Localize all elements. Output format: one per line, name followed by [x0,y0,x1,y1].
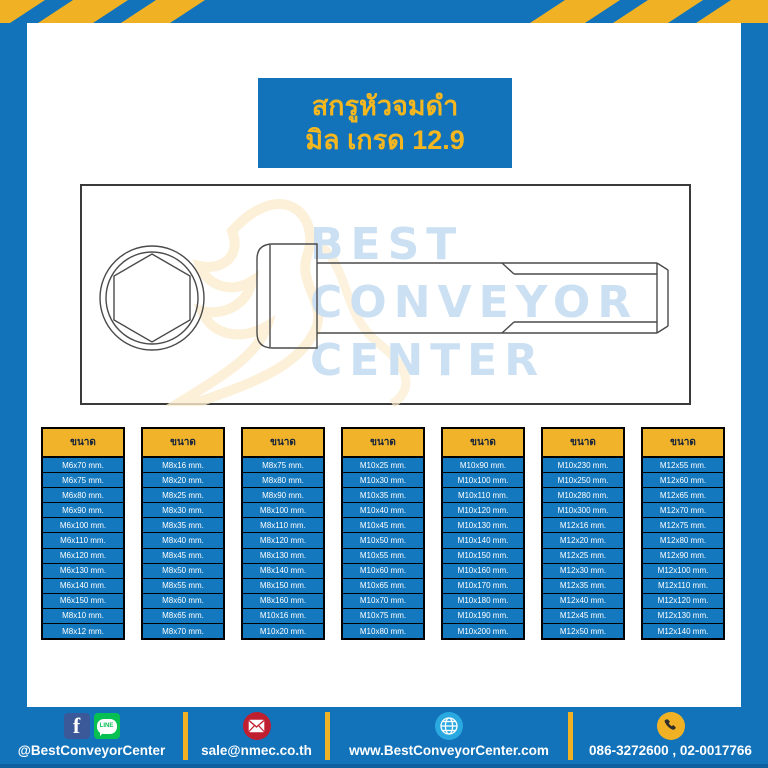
size-row: M12x75 mm. [643,518,723,533]
phone-icon [657,712,685,740]
size-row: M8x80 mm. [243,473,323,488]
size-row: M8x35 mm. [143,518,223,533]
size-row: M12x130 mm. [643,609,723,624]
caution-stripes-icon [0,0,768,23]
size-row: M10x160 mm. [443,564,523,579]
size-table-5 [441,427,525,640]
size-row: M10x30 mm. [343,473,423,488]
size-row: M10x300 mm. [543,503,623,518]
size-table-header: ขนาด [343,429,423,458]
social-handle[interactable]: @BestConveyorCenter [17,743,166,758]
caution-stripe-bar [0,0,768,23]
size-row: M10x170 mm. [443,579,523,594]
size-row: M8x10 mm. [43,609,123,624]
size-row: M8x75 mm. [243,458,323,473]
size-table-3 [241,427,325,640]
footer-website-section [330,707,568,764]
size-table-1 [41,427,125,640]
screw-technical-drawing [80,184,691,405]
size-row: M10x140 mm. [443,533,523,548]
size-row: M10x65 mm. [343,579,423,594]
size-row: M12x30 mm. [543,564,623,579]
size-row: M12x100 mm. [643,564,723,579]
size-row: M8x25 mm. [143,488,223,503]
size-row: M8x20 mm. [143,473,223,488]
size-row: M10x200 mm. [443,624,523,638]
footer-social-section [0,707,183,764]
size-row: M6x70 mm. [43,458,123,473]
size-row: M10x230 mm. [543,458,623,473]
size-row: M12x45 mm. [543,609,623,624]
watermark-line1: BEST [310,219,464,270]
size-row: M6x130 mm. [43,564,123,579]
size-row: M8x120 mm. [243,533,323,548]
footer-phone-section [573,707,768,764]
size-row: M8x40 mm. [143,533,223,548]
size-row: M12x16 mm. [543,518,623,533]
size-row: M6x110 mm. [43,533,123,548]
size-row: M12x20 mm. [543,533,623,548]
size-row: M12x110 mm. [643,579,723,594]
size-row: M10x60 mm. [343,564,423,579]
size-row: M10x120 mm. [443,503,523,518]
size-row: M10x35 mm. [343,488,423,503]
size-row: M8x12 mm. [43,624,123,638]
footer-email-section [188,707,325,764]
size-row: M10x75 mm. [343,609,423,624]
size-tables [41,427,731,640]
size-table-4 [341,427,425,640]
size-row: M12x25 mm. [543,549,623,564]
page-title-line1: สกรูหัวจมดำ [311,91,459,121]
size-row: M8x65 mm. [143,609,223,624]
size-row: M8x45 mm. [143,549,223,564]
size-table-7 [641,427,725,640]
size-row: M10x70 mm. [343,594,423,609]
size-row: M10x90 mm. [443,458,523,473]
footer-bottom-strip [0,764,768,768]
size-table-header: ขนาด [443,429,523,458]
size-row: M10x80 mm. [343,624,423,638]
facebook-icon[interactable]: f [64,713,90,739]
size-row: M6x75 mm. [43,473,123,488]
size-row: M6x80 mm. [43,488,123,503]
size-row: M12x140 mm. [643,624,723,638]
size-table-6 [541,427,625,640]
size-table-header: ขนาด [43,429,123,458]
line-app-icon[interactable]: LINE [94,713,120,739]
email-icon [243,712,271,740]
size-row: M12x120 mm. [643,594,723,609]
watermark-line3: CENTER [310,335,546,386]
screw-outline-icon [82,186,693,407]
size-row: M12x80 mm. [643,533,723,548]
content-panel [27,23,741,707]
size-row: M12x65 mm. [643,488,723,503]
phone-numbers[interactable]: 086-3272600 , 02-0017766 [589,743,752,758]
size-row: M10x55 mm. [343,549,423,564]
size-row: M8x55 mm. [143,579,223,594]
size-table-header: ขนาด [643,429,723,458]
page-title-line2: มิล เกรด 12.9 [305,125,465,155]
size-row: M8x150 mm. [243,579,323,594]
size-row: M8x50 mm. [143,564,223,579]
size-row: M10x110 mm. [443,488,523,503]
size-row: M10x50 mm. [343,533,423,548]
size-row: M12x35 mm. [543,579,623,594]
size-row: M10x150 mm. [443,549,523,564]
watermark-line2: CONVEYOR [310,277,639,328]
size-row: M8x110 mm. [243,518,323,533]
size-table-header: ขนาด [243,429,323,458]
size-row: M12x50 mm. [543,624,623,638]
size-row: M6x100 mm. [43,518,123,533]
email-address[interactable]: sale@nmec.co.th [201,743,312,758]
globe-icon [435,712,463,740]
size-row: M10x130 mm. [443,518,523,533]
size-row: M10x20 mm. [243,624,323,638]
size-row: M8x160 mm. [243,594,323,609]
size-row: M12x90 mm. [643,549,723,564]
size-row: M10x25 mm. [343,458,423,473]
size-row: M10x250 mm. [543,473,623,488]
size-row: M10x40 mm. [343,503,423,518]
size-table-header: ขนาด [543,429,623,458]
size-table-header: ขนาด [143,429,223,458]
size-row: M12x40 mm. [543,594,623,609]
size-row: M8x30 mm. [143,503,223,518]
size-row: M10x280 mm. [543,488,623,503]
size-row: M8x100 mm. [243,503,323,518]
size-row: M10x190 mm. [443,609,523,624]
size-row: M8x16 mm. [143,458,223,473]
size-row: M10x180 mm. [443,594,523,609]
title-box [258,78,512,168]
size-row: M8x140 mm. [243,564,323,579]
size-row: M6x140 mm. [43,579,123,594]
size-row: M10x16 mm. [243,609,323,624]
size-row: M8x90 mm. [243,488,323,503]
size-row: M12x55 mm. [643,458,723,473]
size-row: M8x130 mm. [243,549,323,564]
size-row: M6x90 mm. [43,503,123,518]
size-row: M12x70 mm. [643,503,723,518]
footer-bar [0,707,768,768]
size-row: M10x45 mm. [343,518,423,533]
size-row: M8x70 mm. [143,624,223,638]
size-table-2 [141,427,225,640]
size-row: M6x150 mm. [43,594,123,609]
size-row: M10x100 mm. [443,473,523,488]
size-row: M12x60 mm. [643,473,723,488]
website-url[interactable]: www.BestConveyorCenter.com [349,743,549,758]
size-row: M6x120 mm. [43,549,123,564]
size-row: M8x60 mm. [143,594,223,609]
